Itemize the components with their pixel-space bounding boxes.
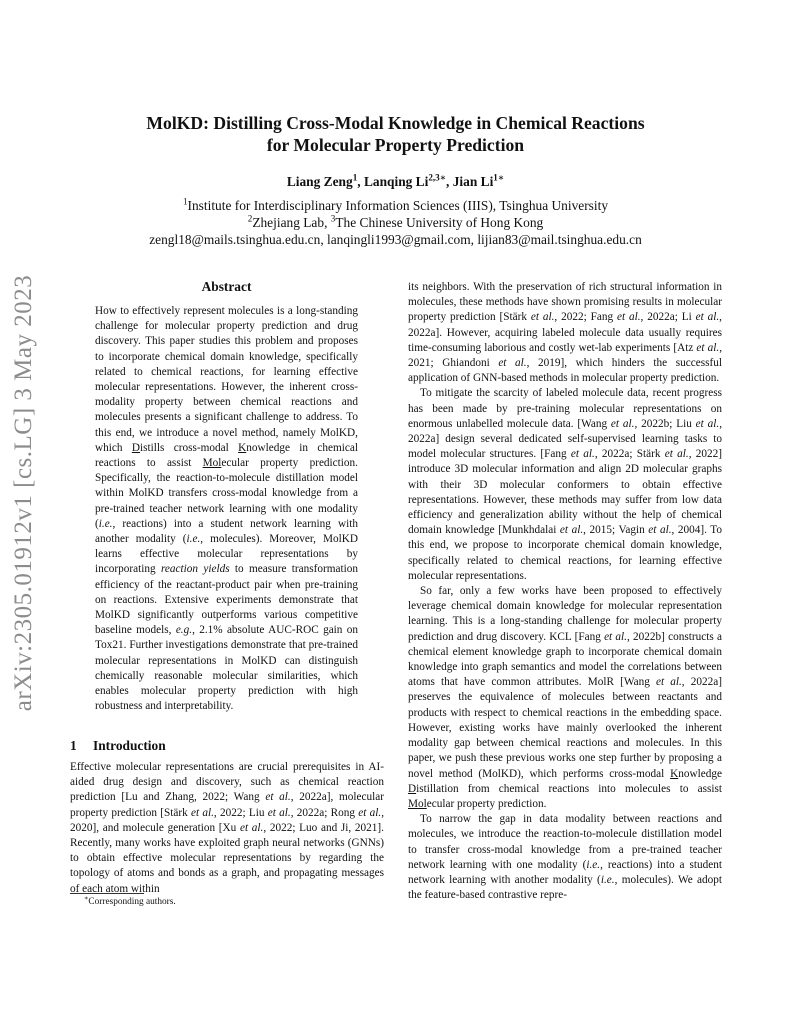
abstract-heading: Abstract	[201, 279, 252, 294]
author-emails: zengl18@mails.tsinghua.edu.cn, lanqingli1993@gmail.com, lijian83@mail.tsinghua.edu.cn	[149, 232, 642, 248]
section-heading-introduction: 1 Introduction	[70, 738, 166, 753]
title-line-2: for Molecular Property Prediction	[266, 134, 525, 155]
paper-title	[0, 113, 791, 156]
author-list: Liang Zeng$^1$, Lanqing $Li^{2,3∗}$, Jian $Li^{1∗}$	[286, 172, 505, 189]
title-line-1: MolKD: Distilling Cross-Modal Knowledge in Chemical Reactions	[146, 113, 645, 133]
author-name: Jian Li	[452, 174, 494, 189]
introduction-body: Effective molecular representations are crucial prerequisites in AI-aided drug design and discovery, such as chemical reaction prediction [Lu and Zhang, 2022; Wang et al., 2022a], molecular property prediction [Stärk et al., 2022; Liu et al., 2022a; Rong et al., 2020], and molecule generation [Xu et al., 2022; Luo and Ji, 2021]. Recently, many works have exploited graph neural networks (GNNs) to obtain effective molecular representations by regarding the topology of atoms and bonds as a graph, and propagating messages of each atom within	[70, 761, 385, 895]
author-name: Liang Zeng	[286, 174, 353, 189]
footnote: ∗Corresponding authors.	[84, 894, 176, 907]
abstract-body: How to effectively represent molecules is a long-standing challenge for molecular property prediction and drug discovery. This paper studies this problem and proposes to incorporate chemical domain knowledge, specifically related to chemical reactions, for learning effective molecular representations. However, the inherent cross-modality property between chemical reactions and molecules presents a significant challenge to address. To this end, we introduce a novel method, namely MolKD, which Distills cross-modal Knowledge in chemical reactions to assist Molecular property prediction. Specifically, the reaction-to-molecule distillation model within MolKD transfers cross-modal knowledge from a pre-trained teacher network learning with one modality (i.e., reactions) into a student network learning with another modality (i.e., molecules). Moreover, MolKD learns effective molecular representations by incorporating reaction yields to measure transformation efficiency of the reactant-product pair when pre-training on reactions. Extensive experiments demonstrate that MolKD significantly outperforms various competitive baseline models, e.g., 2.1% absolute AUC-ROC gain on Tox21. Further investigations demonstrate that pre-trained molecular representations in MolKD can distinguish chemically reasonable molecular similarities, which enables molecular property prediction with high robustness and interpretability.	[95, 305, 359, 713]
footnote-divider	[70, 893, 144, 894]
affiliation-1: $^1$Institute for Interdisciplinary Information Sciences (IIIS), Tsinghua University	[182, 196, 609, 213]
arxiv-stamp: arXiv:2305.01912v1 [cs.LG] 3 May 2023	[10, 274, 37, 712]
right-column-body: its neighbors. With the preservation of rich structural information in molecules, these methods have shown promising results in molecular property prediction [Stärk et al., 2022; Fang et al., 2022a; Li et al., 2022a]. However, acquiring labeled molecule data usually requires time-consuming laborious and costly wet-lab experiments [Atz et al., 2021; Ghiandoni et al., 2019], which hinders the successful application of GNN-based methods in molecular property prediction. To mitigate the scarcity of labeled molecule data, recent progress has been made by pre-training molecular representations on enormous unlabelled molecule data. [Wang et al., 2022b; Liu et al., 2022a] design several dedicated self-supervised learning tasks to model molecular structures. [Fang et al., 2022a; Stärk et al., 2022] introduce 3D molecular information and align 2D molecular graphs with their 3D molecular conformers to obtain effective representations. However, these methods may suffer from low data efficiency and generalization ability without the help of chemical domain knowledge [Munkhdalai et al., 2015; Vagin et al., 2004]. To this end, we propose to incorporate chemical domain knowledge, specifically related to chemical reactions, for learning effective molecular representations. So far, only a few works have been proposed to effectively leverage chemical domain knowledge for molecular representation learning. This is a long-standing challenge for molecular property prediction and drug discovery. KCL [Fang et al., 2022b] constructs a chemical element knowledge graph to incorporate chemical domain knowledge into graph semantics and model the correlations between atoms that have common attributes. MolR [Wang et al., 2022a] preserves the equivalence of molecules between reactants and products with respect to chemical reactions in the embedding space. However, existing works have mainly overlooked the inherent modality gap between chemical reactions and molecules. In this paper, we push these previous works one step further by proposing a novel method (MolKD), which performs cross-modal Knowledge Distillation from chemical reactions into molecules to assist Molecular property prediction. To narrow the gap in data modality between reactions and molecules, we introduce the reaction-to-molecule distillation model to transfer cross-modal knowledge from a pre-trained teacher network learning with one modality (i.e., reactions) into a student network learning with another modality (i.e., molecules). We adopt the feature-based contrastive repre-	[408, 281, 723, 902]
affiliations	[0, 197, 791, 249]
author-name: Lanqing Li	[363, 174, 429, 189]
affiliation-2: $^2$Zhejiang Lab, $^3$The Chinese University of Hong Kong	[247, 213, 544, 231]
